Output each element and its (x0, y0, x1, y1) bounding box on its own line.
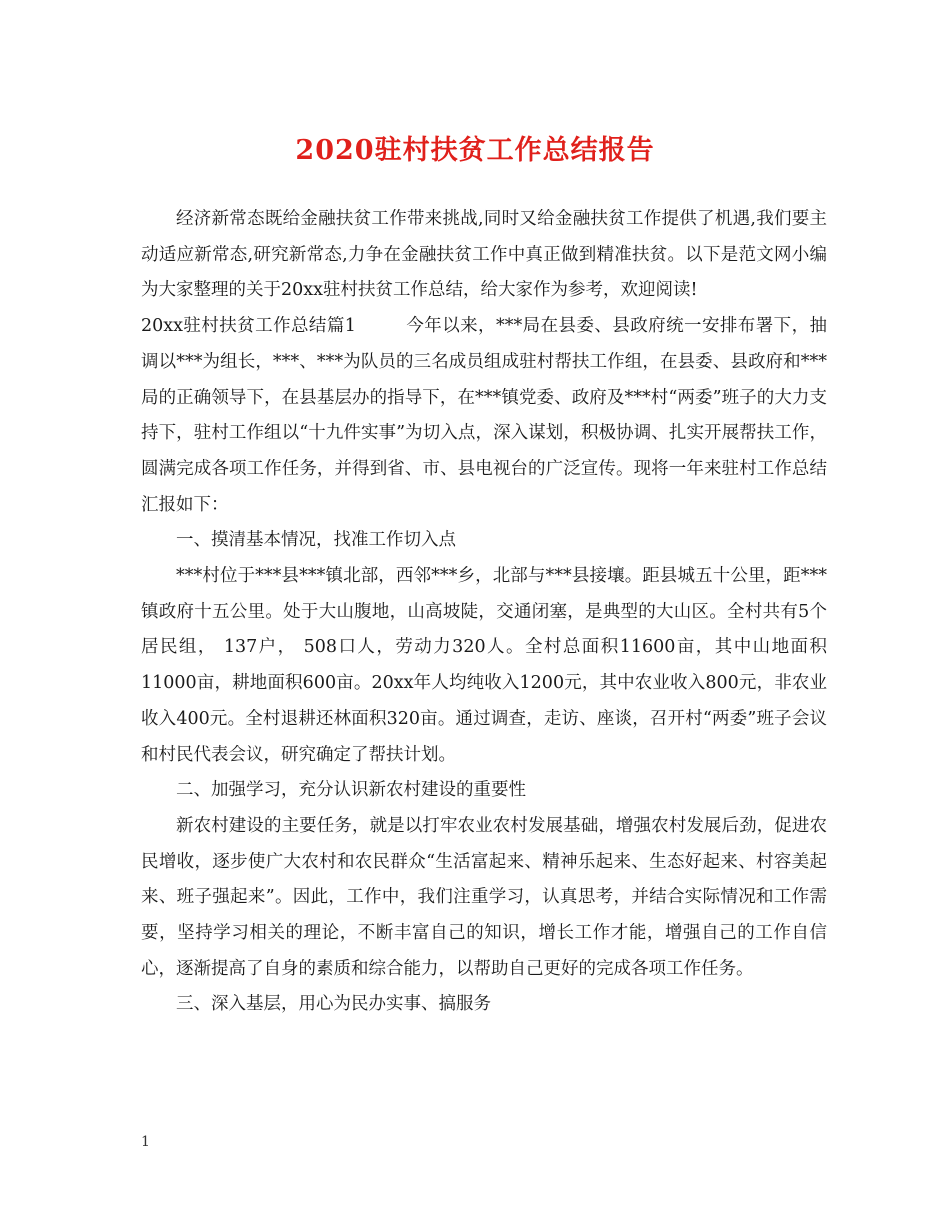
section3-heading: 三、深入基层，用心为民办实事、搞服务 (176, 994, 491, 1015)
section2-paragraph: 新农村建设的主要任务，就是以打牢农业农村发展基础，增强农村发展后劲，促进农民增收，逐步使广大农村和农民群众“生活富起来、精神乐起来、生态好起来、村容美起来、班子强起来”。因此，工作中，我们注重学习，认真思考，并结合实际情况和工作需要，坚持学习相关的理论，不断丰富自己的知识，增长工作才能，增强自己的工作自信心，逐渐提高了自身的素质和综合能力，以帮助自己更好的完成各项工作任务。 (141, 815, 827, 979)
section1-paragraph: ***村位于***县***镇北部，西邻***乡，北部与***县接壤。距县城五十公里，距***镇政府十五公里。处于大山腹地，山高坡陡，交通闭塞，是典型的大山区。全村共有5个居民组， 137户， 508口人，劳动力320人。全村总面积11600亩，其中山地面积11000亩，耕地面积600亩。20xx年人均纯收入1200元，其中农业收入800元，非农业收入400元。全村退耕还林面积320亩。通过调查，走访、座谈，召开村“两委”班子会议和村民代表会议，研究确定了帮扶计划。 (141, 566, 827, 765)
document-body (141, 202, 827, 1023)
section2-heading: 二、加强学习，充分认识新农村建设的重要性 (176, 780, 526, 801)
page-number: 1 (141, 1134, 150, 1150)
article-heading: 20xx驻村扶贫工作总结篇1 (141, 316, 356, 337)
document-title: 2020驻村扶贫工作总结报告 (295, 135, 655, 166)
article-lead-text: 今年以来，***局在县委、县政府统一安排布署下，抽调以***为组长，***、***为队员的三名成员组成驻村帮扶工作组，在县委、县政府和***局的正确领导下，在县基层办的指导下，在***镇党委、政府及***村“两委”班子的大力支持下，驻村工作组以“十九件实事”为切入点，深入谋划，积极协调、扎实开展帮扶工作，圆满完成各项工作任务，并得到省、市、县电视台的广泛宣传。现将一年来驻村工作总结汇报如下： (141, 316, 828, 515)
intro-paragraph: 经济新常态既给金融扶贫工作带来挑战,同时又给金融扶贫工作提供了机遇,我们要主动适应新常态,研究新常态,力争在金融扶贫工作中真正做到精准扶贫。以下是范文网小编为大家整理的关于20xx驻村扶贫工作总结，给大家作为参考，欢迎阅读! (141, 209, 827, 301)
section1-heading: 一、摸清基本情况，找准工作切入点 (176, 530, 456, 551)
article-lead-paragraph (141, 309, 827, 523)
